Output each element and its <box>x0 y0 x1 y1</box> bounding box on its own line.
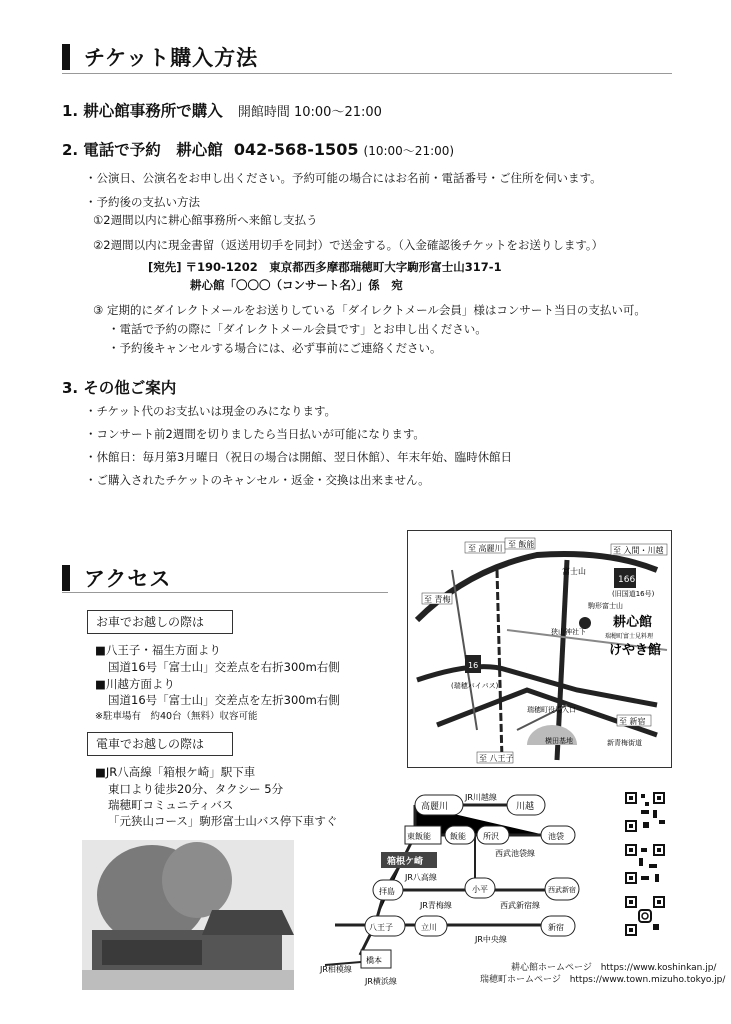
other1: ・チケット代のお支払いは現金のみになります。 <box>85 404 337 418</box>
area-map <box>407 530 672 768</box>
rail-kodaira: 小平 <box>472 885 488 894</box>
other2: ・コンサート前2週間を切りましたら当日払いが可能になります。 <box>85 427 425 441</box>
mizuho-url[interactable]: https://www.town.mizuho.tokyo.jp/ <box>569 975 726 985</box>
pay1: ①2週間以内に耕心館事務所へ来館し支払う <box>93 213 318 227</box>
access-heading-text: アクセス <box>84 567 172 591</box>
ticket-heading <box>62 42 258 72</box>
item1 <box>62 99 382 121</box>
rail-higashihanno: 東飯能 <box>407 832 431 841</box>
ticket-heading-text: チケット購入方法 <box>84 46 259 70</box>
qr-code-icon[interactable] <box>623 842 667 886</box>
map-komagata: 駒形富士山 <box>588 602 623 610</box>
rail-seibu-shinjuku: 西武新宿 <box>548 886 576 894</box>
mizuho-link[interactable] <box>480 972 725 985</box>
rail-hachioji: 八王子 <box>369 923 393 932</box>
map-mizuho-office: 瑞穂町役場入口 <box>527 706 576 714</box>
rail-takamatsu: 高麗川 <box>421 802 449 812</box>
divider <box>62 73 672 74</box>
rail-jr-ome: JR青梅線 <box>420 901 452 910</box>
pay3-sub1: ・電話で予約の際に「ダイレクトメール会員です」とお申し出ください。 <box>108 322 487 336</box>
rail-hakonegasaki: 箱根ケ崎 <box>387 857 424 867</box>
map-yokota: 横田基地 <box>545 737 573 745</box>
item3 <box>62 376 176 398</box>
train3: 瑞穂町コミュニティバス <box>108 798 234 812</box>
map-to-hachioji: 至 八王子 <box>479 754 514 763</box>
building-photo <box>82 840 294 990</box>
item1-num: 1. <box>62 102 79 120</box>
train-label: 電車でお越しの際は <box>87 732 233 756</box>
map-keyaki: けやき館 <box>609 643 662 658</box>
rail-jr-yokohama: JR横浜線 <box>365 977 397 986</box>
map-to-hanno: 至 飯能 <box>508 540 535 549</box>
map-to-ome: 至 青梅 <box>424 595 451 604</box>
map-to-iruma: 至 入間・川越 <box>613 546 664 555</box>
kosh-label: 耕心館ホームページ <box>511 963 592 973</box>
item3-title: その他ご案内 <box>83 379 177 397</box>
map-shin-ome: 新青梅街道 <box>607 739 642 747</box>
mizuho-label: 瑞穂町ホームページ <box>480 975 561 985</box>
rail-jr-kawagoe: JR川越線 <box>465 793 497 802</box>
rail-tachikawa: 立川 <box>421 923 437 932</box>
rail-jr-sagami: JR相模線 <box>320 965 352 974</box>
rail-jr-hachiko: JR八高線 <box>405 873 437 882</box>
other4: ・ご購入されたチケットのキャンセル・返金・交換は出来ません。 <box>85 473 430 487</box>
rail-tokorozawa: 所沢 <box>483 832 499 841</box>
car-label: お車でお越しの際は <box>87 610 233 634</box>
map-to-koma: 至 高麗川 <box>468 544 503 553</box>
qr-code-icon[interactable] <box>623 894 667 938</box>
other3: ・休館日：毎月第3月曜日（祝日の場合は開館、翌日休館）、年末年始、臨時休館日 <box>85 450 513 464</box>
item3-num: 3. <box>62 379 79 397</box>
kosh-url[interactable]: https://www.koshinkan.jp/ <box>600 963 717 973</box>
item1-title: 耕心館事務所で購入 <box>83 102 223 120</box>
rail-jr-chuo: JR中央線 <box>475 935 507 944</box>
pay3-sub2: ・予約後キャンセルする場合には、必ず事前にご連絡ください。 <box>108 341 442 355</box>
rail-hanno: 飯能 <box>450 832 466 841</box>
train1: ■JR八高線「箱根ケ崎」駅下車 <box>95 765 256 779</box>
map-to-shinjuku: 至 新宿 <box>619 717 646 726</box>
item1-hours: 開館時間 10:00〜21:00 <box>237 105 382 120</box>
item2-num: 2. <box>62 141 79 159</box>
rail-kawagoe: 川越 <box>516 802 535 812</box>
car1: ■八王子・福生方面より <box>95 643 221 657</box>
item2-hours: (10:00〜21:00) <box>363 144 455 158</box>
train2: 東口より徒歩20分、タクシー 5分 <box>108 782 284 796</box>
bullet-a: ・公演日、公演名をお申し出ください。予約可能の場合にはお名前・電話番号・ご住所を伺います。 <box>85 171 602 185</box>
parking: ※駐車場有 約40台（無料）収容可能 <box>95 711 258 722</box>
rail-shinjuku: 新宿 <box>548 923 564 932</box>
heading-bar <box>62 44 70 70</box>
car2: ■川越方面より <box>95 677 175 691</box>
rail-hashimoto: 橋本 <box>366 956 382 965</box>
pay2: ②2週間以内に現金書留（返送用切手を同封）で送金する。（入金確認後チケットをお送りします。） <box>93 238 604 252</box>
rail-seibu-ikebukuro: 西武池袋線 <box>495 849 535 858</box>
train4: 「元狭山コース」駒形富士山バス停下車すぐ <box>108 814 338 828</box>
map-bypass: (瑞穂バイパス) <box>451 682 499 690</box>
map-route16-old: (旧国道16号) <box>612 590 655 598</box>
access-heading <box>62 563 171 593</box>
map-fujiyama: 富士山 <box>562 567 586 576</box>
heading-bar <box>62 565 70 591</box>
map-shrine: 狭山神社下 <box>551 628 586 636</box>
rail-haijima: 拝島 <box>379 887 395 896</box>
address1: [宛先] 〒190-1202 東京都西多摩郡瑞穂町大字駒形富士山317-1 <box>148 260 502 274</box>
address2: 耕心館「〇〇〇（コンサート名）」係 宛 <box>190 278 403 292</box>
rail-seibu-shinjuku-line: 西武新宿線 <box>500 901 540 910</box>
map-route16: 16 <box>468 661 479 670</box>
map-route166: 166 <box>618 575 636 585</box>
item2-phone[interactable]: 042-568-1505 <box>233 140 359 159</box>
building-illustration <box>82 840 294 990</box>
pay3: ③ 定期的にダイレクトメールをお送りしている「ダイレクトメール会員」様はコンサート当日の支払い可。 <box>93 303 646 317</box>
qr-code-icon[interactable] <box>623 790 667 834</box>
map-koshinkan: 耕心館 <box>613 615 653 630</box>
item2 <box>62 138 454 160</box>
car1-detail: 国道16号「富士山」交差点を右折300m右側 <box>108 660 340 674</box>
bullet-b: ・予約後の支払い方法 <box>85 195 200 209</box>
map-restaurant: 瑞穂町富士見料理 <box>605 633 654 640</box>
rail-ikebukuro: 池袋 <box>548 832 564 841</box>
car2-detail: 国道16号「富士山」交差点を左折300m右側 <box>108 693 340 707</box>
divider <box>62 592 388 593</box>
item2-title: 電話で予約 耕心館 <box>83 141 223 159</box>
